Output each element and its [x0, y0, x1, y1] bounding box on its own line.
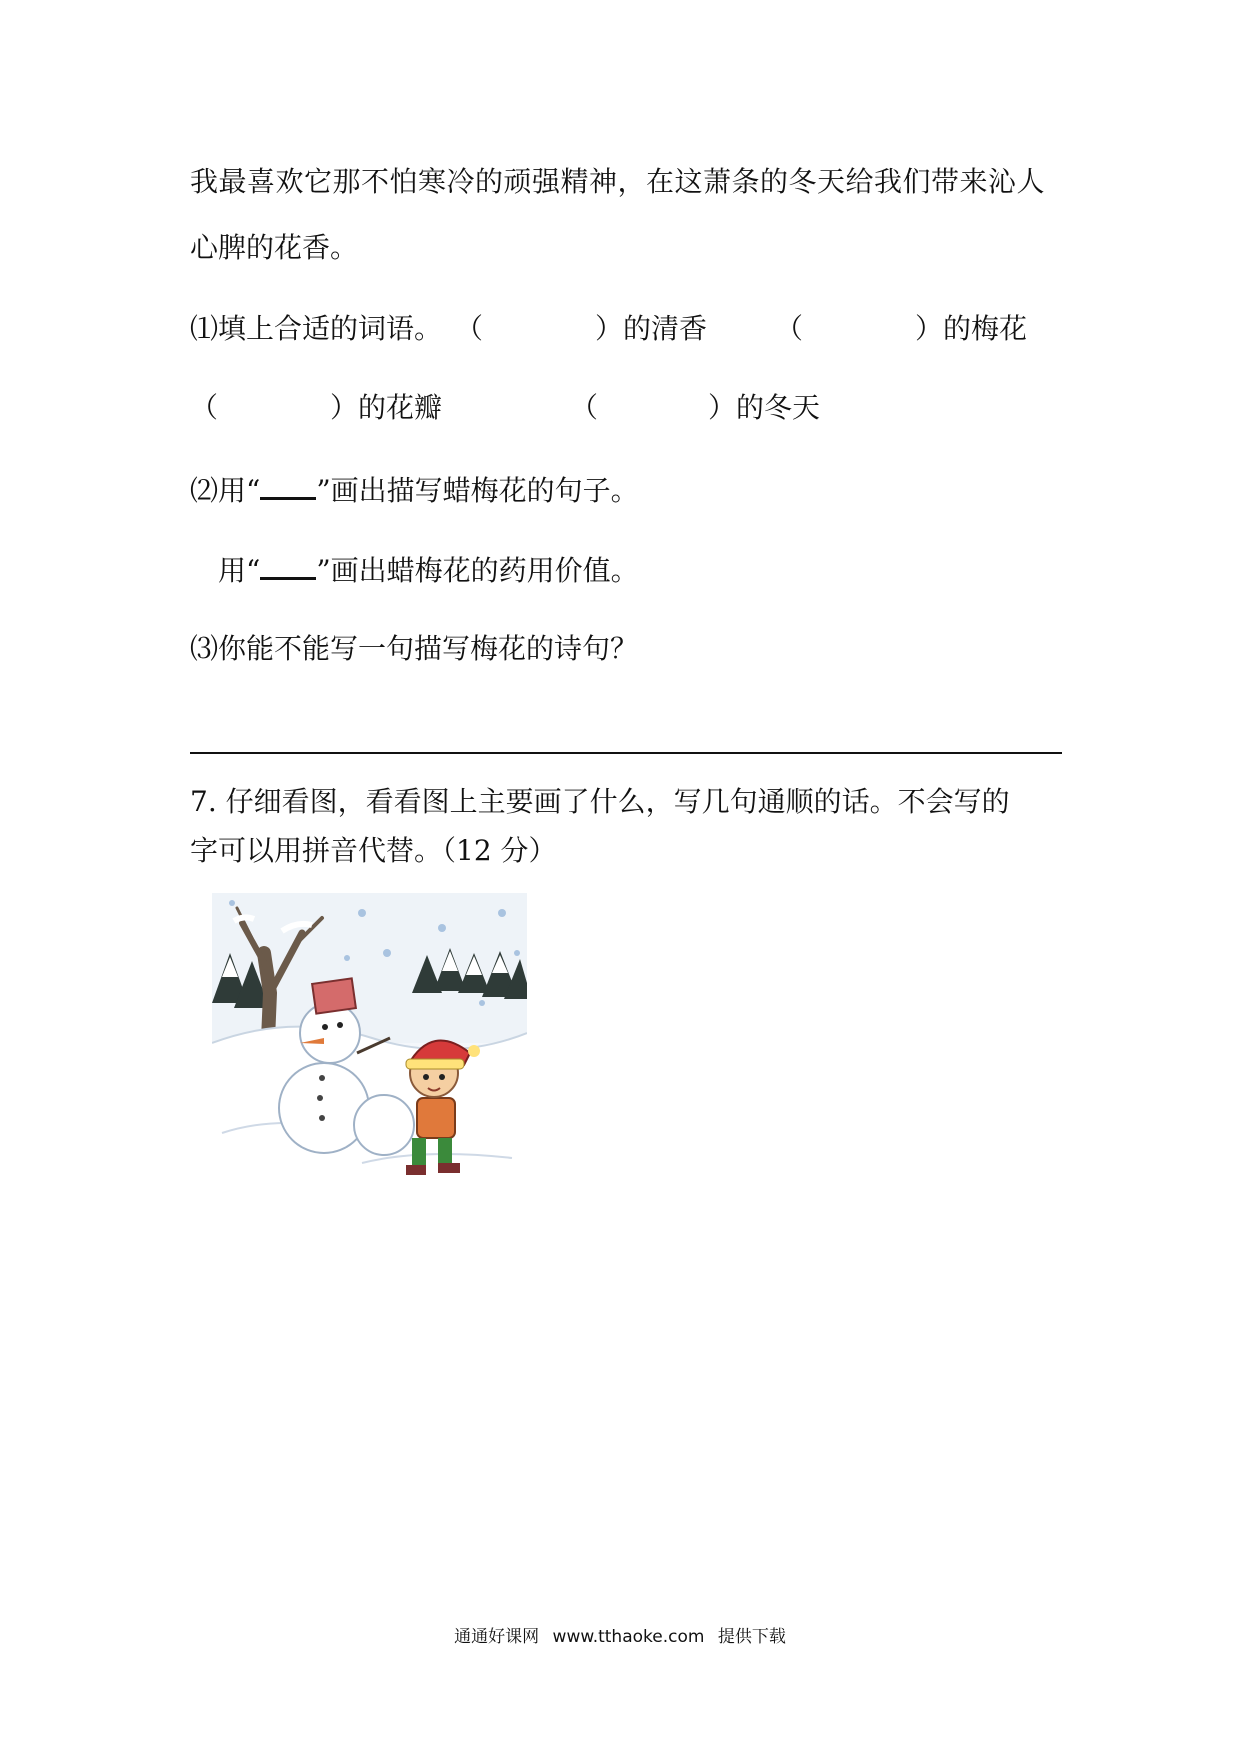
q3-question: ⑶你能不能写一句描写梅花的诗句？: [190, 632, 639, 665]
footer-suffix: 提供下载: [717, 1627, 786, 1647]
passage-line-2: 心脾的花香。: [190, 231, 359, 264]
footer: [0, 1622, 1240, 1647]
footer-url[interactable]: www.tthaoke.com: [552, 1627, 705, 1647]
footer-site-name: 通通好课网: [454, 1627, 540, 1647]
q1-item-3-close: ）的花瓣: [330, 391, 443, 424]
q1-item-4-close: ）的冬天: [708, 391, 821, 424]
q7-line-2: 字可以用拼音代替。（12 分）: [190, 834, 557, 867]
passage-line-1: 我最喜欢它那不怕寒冷的顽强精神，在这萧条的冬天给我们带来沁人: [190, 165, 1046, 198]
q7-line-1: 7. 仔细看图，看看图上主要画了什么，写几句通顺的话。不会写的: [190, 785, 1010, 818]
answer-line: [190, 752, 1062, 754]
q2-line-1-suffix: ”画出描写蜡梅花的句子。: [316, 474, 639, 507]
q2-line-1-prefix: ⑵用“: [190, 474, 261, 507]
q2-line-2: [218, 555, 639, 585]
q2-line-1: [190, 475, 639, 505]
q1-item-4-open: （: [570, 391, 599, 424]
underline-sample: [260, 475, 316, 500]
q2-line-2-suffix: ”画出蜡梅花的药用价值。: [316, 554, 639, 587]
underline-sample: [260, 555, 316, 580]
q2-line-2-prefix: 用“: [218, 554, 261, 587]
q1-item-3-open: （: [190, 391, 219, 424]
q1-item-1-close: ）的清香: [595, 312, 708, 345]
snowman-illustration: [212, 893, 527, 1185]
q1-item-1-open: （: [455, 312, 484, 345]
q1-label: ⑴填上合适的词语。: [190, 312, 443, 345]
q1-item-2-open: （: [775, 312, 804, 345]
q1-item-2-close: ）的梅花: [915, 312, 1028, 345]
